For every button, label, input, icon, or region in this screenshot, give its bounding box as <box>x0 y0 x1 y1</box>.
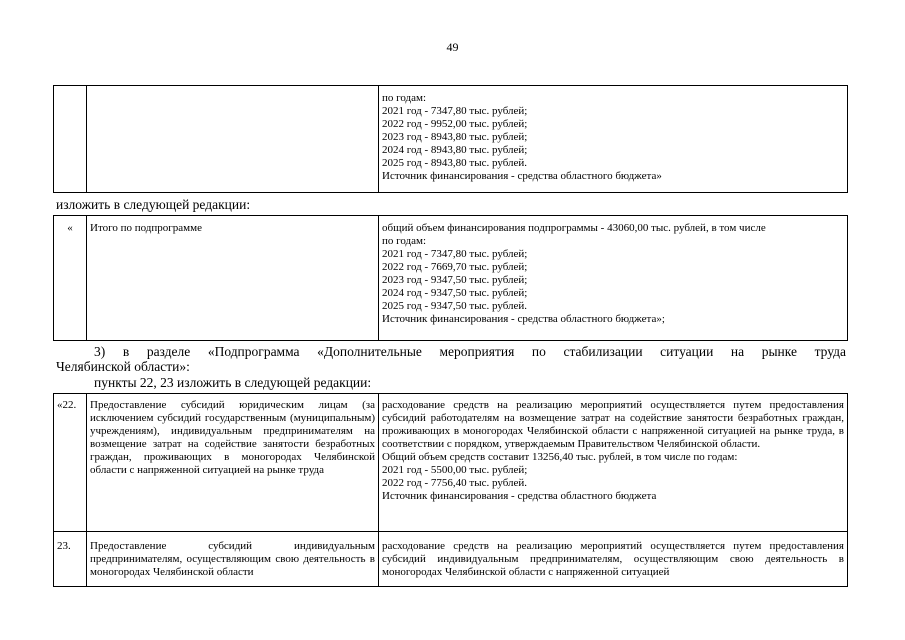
text-line: 2022 год - 7756,40 тыс. рублей. <box>382 477 528 489</box>
text-line: Источник финансирования - средства областного бюджета <box>382 490 657 502</box>
table-funding-new <box>53 215 848 341</box>
table-items <box>53 393 848 587</box>
paragraph-section-3: 3) в разделе «Подпрограмма «Дополнительные мероприятия по стабилизации ситуации на рынке труда <box>94 344 846 359</box>
cell-number: « <box>54 216 87 341</box>
text-line: 2025 год - 8943,80 тыс. рублей. <box>382 157 528 169</box>
text-line: Источник финансирования - средства областного бюджета» <box>382 170 662 182</box>
table-row <box>54 394 848 532</box>
text-line: 2021 год - 7347,80 тыс. рублей; <box>382 248 528 260</box>
table-row <box>54 532 848 587</box>
cell-name <box>87 86 379 193</box>
cell-name: Итого по подпрограмме <box>87 216 379 341</box>
page-number: 49 <box>446 40 459 54</box>
text-line: по годам: <box>382 92 427 104</box>
table-funding-old <box>53 85 848 193</box>
instruction-text: изложить в следующей редакции: <box>56 197 251 212</box>
cell-description: Предоставление субсидий индивидуальным предпринимателям, осуществляющим свою деятельность в моногородах Челябинской области <box>87 532 379 587</box>
text-line: Общий объем средств составит 13256,40 тыс. рублей, в том числе по годам: <box>382 451 738 463</box>
cell-description: Предоставление субсидий юридическим лицам (за исключением субсидий государственным (муниципальным) учреждениям), индивидуальным предпринимателям на возмещение затрат на содействие занятости безработных граждан, проживающих в моногородах Челябинской области с напряженной ситуацией на рынке труда <box>87 394 379 532</box>
cell-number: 23. <box>54 532 87 587</box>
text-line: 2022 год - 9952,00 тыс. рублей; <box>382 118 528 130</box>
instruction-text: пункты 22, 23 изложить в следующей редакции: <box>94 375 372 390</box>
cell-funding <box>379 86 848 193</box>
text-line: 2022 год - 7669,70 тыс. рублей; <box>382 261 528 273</box>
text-line: по годам: <box>382 235 427 247</box>
table-row <box>54 216 848 341</box>
table-row <box>54 86 848 193</box>
cell-funding <box>379 216 848 341</box>
text-line: Источник финансирования - средства областного бюджета»; <box>382 313 665 325</box>
text-line: 2025 год - 9347,50 тыс. рублей. <box>382 300 528 312</box>
funding-description: расходование средств на реализацию мероприятий осуществляется путем предоставления субсидий работодателям на возмещение затрат на содействие занятости безработных граждан, проживающих в моногородах Челябинской области с напряженной ситуацией на рынке труда, в соответствии с порядком, утверждаемым Правительством Челябинской области. <box>382 399 844 450</box>
cell-funding <box>379 394 848 532</box>
text-line: 2021 год - 7347,80 тыс. рублей; <box>382 105 528 117</box>
cell-number: «22. <box>54 394 87 532</box>
cell-funding: расходование средств на реализацию мероприятий осуществляется путем предоставления субсидий индивидуальным предпринимателям, осуществляющим свою деятельность в моногородах Челябинской области с напряженной ситуацией <box>379 532 848 587</box>
text-line: 2023 год - 8943,80 тыс. рублей; <box>382 131 528 143</box>
paragraph-section-3-cont: Челябинской области»: <box>56 359 190 374</box>
text-line: 2023 год - 9347,50 тыс. рублей; <box>382 274 528 286</box>
text-line: 2021 год - 5500,00 тыс. рублей; <box>382 464 528 476</box>
text-line: 2024 год - 9347,50 тыс. рублей; <box>382 287 528 299</box>
text-line: общий объем финансирования подпрограммы - 43060,00 тыс. рублей, в том числе <box>382 222 766 234</box>
text-line: 2024 год - 8943,80 тыс. рублей; <box>382 144 528 156</box>
cell-number <box>54 86 87 193</box>
